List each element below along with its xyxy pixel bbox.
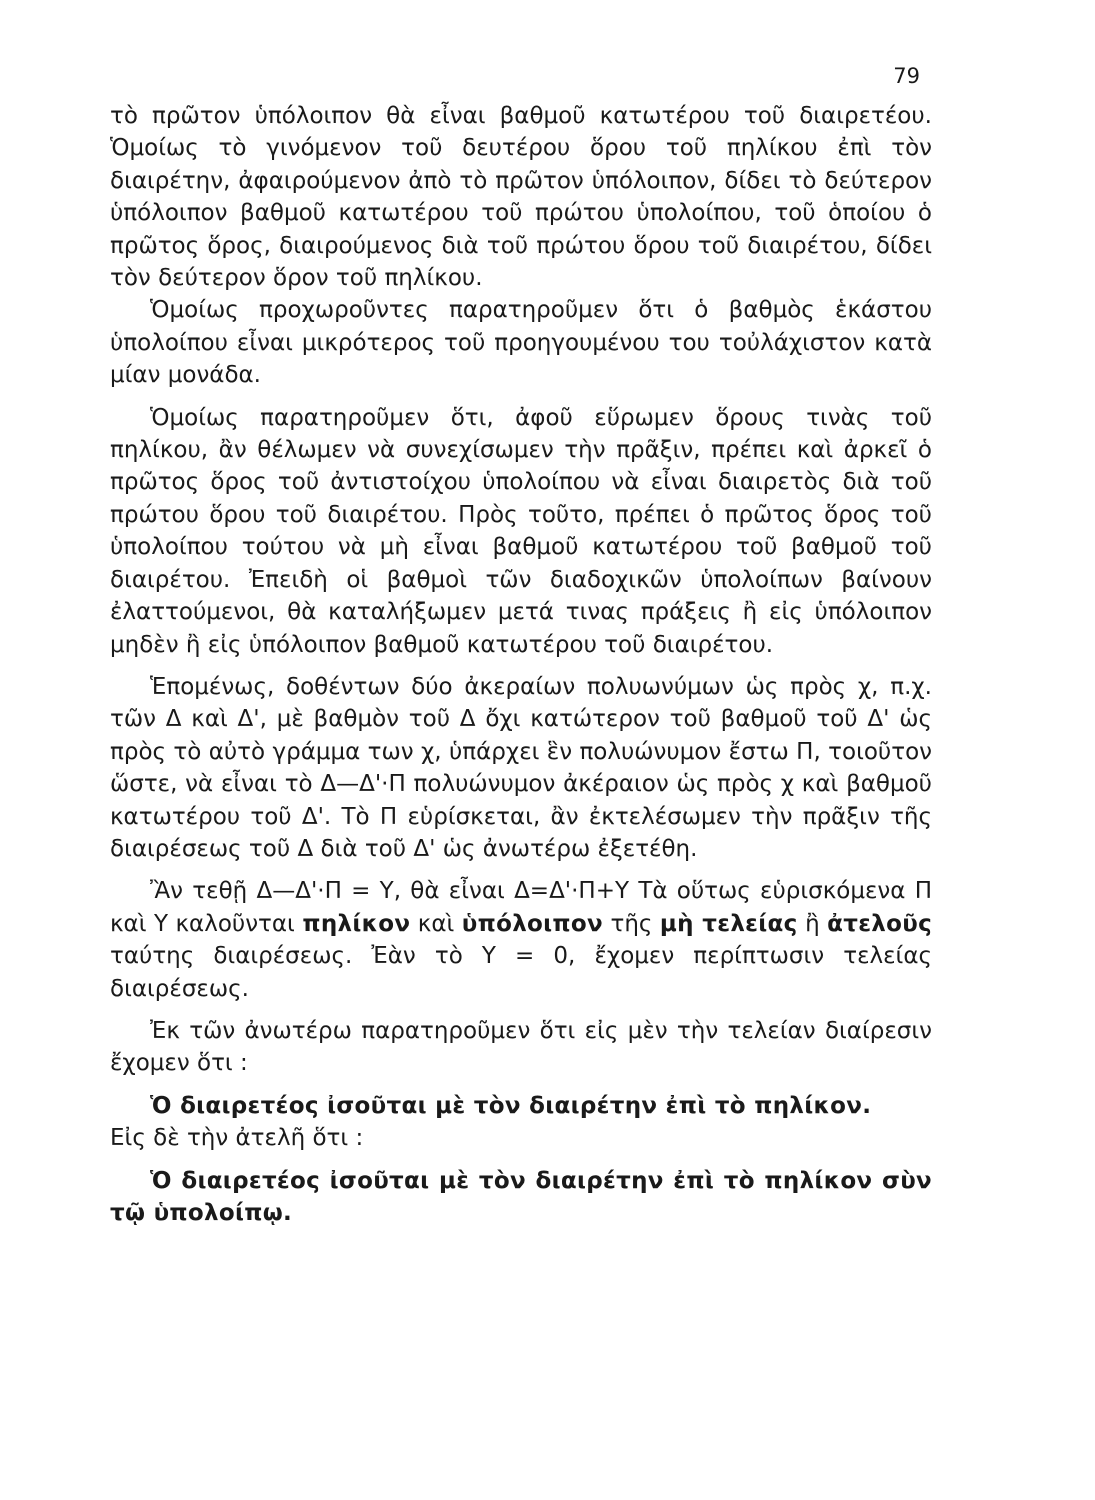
term-quotient: πηλίκον (302, 910, 411, 937)
term-incomplete: ἀτελοῦς (827, 910, 933, 937)
paragraph-divisibility: Ὁμοίως παρατηροῦμεν ὅτι, ἀφοῦ εὕρωμεν ὅρους τινὰς τοῦ πηλίκου, ἂν θέλωμεν νὰ συνεχίσωμεν τὴν πρᾶξιν, πρέπει καὶ ἀρκεῖ ὁ πρῶτος ὅρος τοῦ ἀντιστοίχου ὑπολοίπου νὰ εἶναι διαιρετὸς διὰ τοῦ πρώτου ὅρου τοῦ διαιρέτου. Πρὸς τοῦτο, πρέπει ὁ πρῶτος ὅρος τοῦ ὑπολοίπου τούτου νὰ μὴ εἶναι βαθμοῦ κατωτέρου τοῦ βαθμοῦ τοῦ διαιρέτου. Ἐπειδὴ οἱ βαθμοὶ τῶν διαδοχικῶν ὑπολοίπων βαίνουν ἐλαττούμενοι, θὰ καταλήξωμεν μετά τινας πράξεις ἢ εἰς ὑπόλοιπον μηδὲν ἢ εἰς ὑπόλοιπον βαθμοῦ κατωτέρου τοῦ διαιρέτου. (110, 404, 932, 658)
paragraph-continuation: τὸ πρῶτον ὑπόλοιπον θὰ εἶναι βαθμοῦ κατωτέρου τοῦ διαιρετέου. Ὁμοίως τὸ γινόμενον τοῦ δευτέρου ὅρου τοῦ πηλίκου ἐπὶ τὸν διαιρέτην, ἀφαιρούμενον ἀπὸ τὸ πρῶτον ὑπόλοιπον, δίδει τὸ δεύτερον ὑπόλοιπον βαθμοῦ κατωτέρου τοῦ πρώτου ὑπολοίπου, τοῦ ὁποίου ὁ πρῶτος ὅρος, διαιρούμενος διὰ τοῦ πρώτου ὅρου τοῦ διαιρέτου, δίδει τὸν δεύτερον ὅρον τοῦ πηλίκου. (110, 103, 932, 292)
definition-part5: ταύτης διαιρέσεως. Ἐὰν τὸ Υ = 0, ἔχομεν περίπτωσιν τελείας διαιρέσεως. (110, 943, 932, 1002)
rule-perfect-division: Ὁ διαιρετέος ἰσοῦται μὲ τὸν διαιρέτην ἐπὶ τὸ πηλίκον. (150, 1092, 872, 1119)
term-imperfect: μὴ τελείας (659, 910, 798, 937)
definition-part3: τῆς (603, 910, 660, 937)
rule-imperfect-division: Ὁ διαιρετέος ἰσοῦται μὲ τὸν διαιρέτην ἐπὶ τὸ πηλίκον σὺν τῷ ὑπολοίπῳ. (110, 1167, 932, 1226)
paragraph-remainder-degree: Ὁμοίως προχωροῦντες παρατηροῦμεν ὅτι ὁ βαθμὸς ἑκάστου ὑπολοίπου εἶναι μικρότερος τοῦ προηγουμένου του τοὐλάχιστον κατὰ μίαν μονάδα. (110, 297, 932, 389)
term-remainder: ὑπόλοιπον (461, 910, 603, 937)
definition-part2: καὶ (410, 910, 462, 937)
definition-part4: ἢ (797, 910, 828, 937)
paragraph-observation: Ἐκ τῶν ἀνωτέρω παρατηροῦμεν ὅτι εἰς μὲν τὴν τελείαν διαίρεσιν ἔχομεν ὅτι : (110, 1017, 932, 1077)
paragraph-polynomials: Ἑπομένως, δοθέντων δύο ἀκεραίων πολυωνύμων ὡς πρὸς χ, π.χ. τῶν Δ καὶ Δ', μὲ βαθμὸν τοῦ Δ ὄχι κατώτερον τοῦ βαθμοῦ τοῦ Δ' ὡς πρὸς τὸ αὐτὸ γράμμα των χ, ὑπάρχει ἓν πολυώνυμον ἔστω Π, τοιοῦτον ὥστε, νὰ εἶναι τὸ Δ—Δ'·Π πολυώνυμον ἀκέραιον ὡς πρὸς χ καὶ βαθμοῦ κατωτέρου τοῦ Δ'. Τὸ Π εὑρίσκεται, ἂν ἐκτελέσωμεν τὴν πρᾶξιν τῆς διαιρέσεως τοῦ Δ διὰ τοῦ Δ' ὡς ἀνωτέρω ἐξετέθη. (110, 673, 932, 862)
imperfect-intro: Εἰς δὲ τὴν ἀτελῆ ὅτι : (110, 1125, 364, 1152)
definition-part1: Ἂν τεθῇ Δ—Δ'·Π = Υ, θὰ εἶναι Δ=Δ'·Π+Υ Τὰ οὕτως εὑρισκόμενα Π καὶ Υ καλοῦνται (110, 878, 932, 937)
page-number: 79 (893, 64, 920, 88)
paragraph-definition (110, 875, 932, 1005)
page-text (110, 100, 932, 1229)
